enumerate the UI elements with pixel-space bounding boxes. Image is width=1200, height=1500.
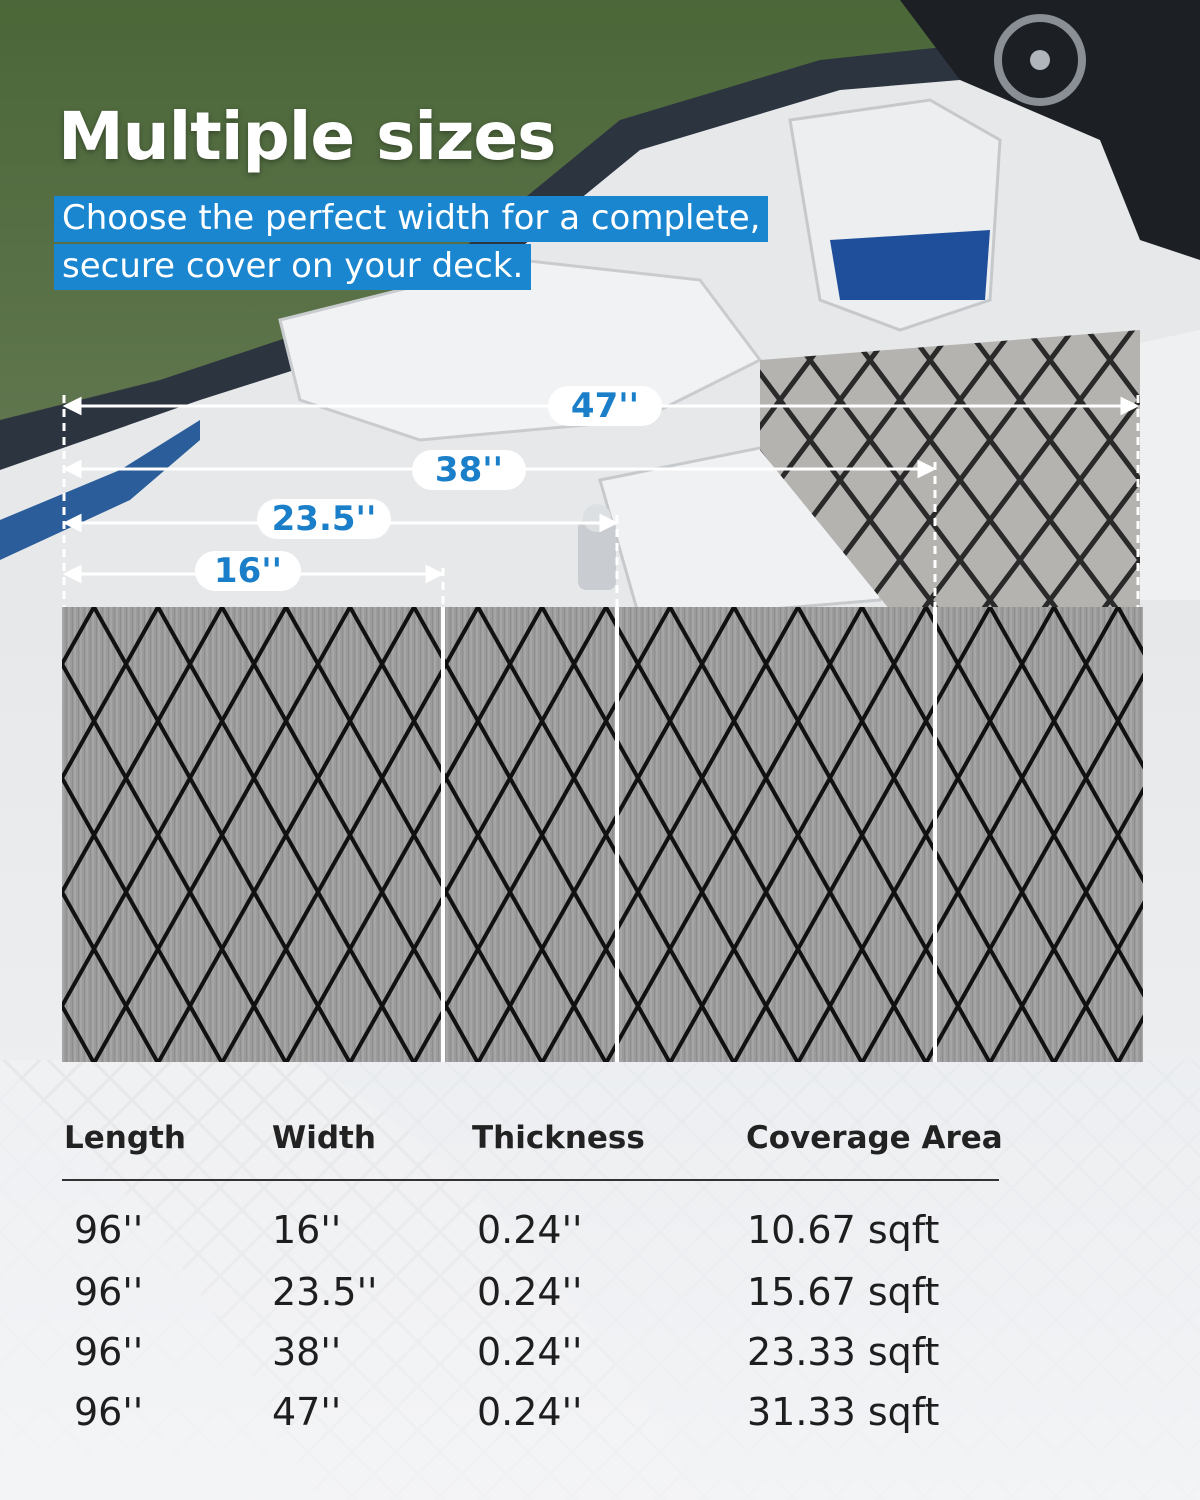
header-length: Length <box>64 1120 186 1156</box>
dimension-label-16: 16'' <box>195 551 301 591</box>
cell-width: 16'' <box>272 1208 342 1252</box>
header-width: Width <box>272 1120 376 1156</box>
table-divider <box>62 1179 999 1181</box>
cell-length: 96'' <box>74 1208 144 1252</box>
dimension-label-23-5: 23.5'' <box>257 499 391 539</box>
cell-coverage: 31.33 sqft <box>747 1390 940 1434</box>
dimension-label-47: 47'' <box>548 386 662 426</box>
dimension-label-38: 38'' <box>412 450 526 490</box>
header-thickness: Thickness <box>472 1120 645 1156</box>
cell-coverage: 10.67 sqft <box>747 1208 940 1252</box>
cell-width: 47'' <box>272 1390 342 1434</box>
subtitle-line-2: secure cover on your deck. <box>54 244 531 290</box>
cell-thickness: 0.24'' <box>477 1270 583 1314</box>
cell-length: 96'' <box>74 1330 144 1374</box>
cell-width: 23.5'' <box>272 1270 378 1314</box>
cell-thickness: 0.24'' <box>477 1208 583 1252</box>
page-title: Multiple sizes <box>58 98 556 175</box>
cell-width: 38'' <box>272 1330 342 1374</box>
cell-length: 96'' <box>74 1390 144 1434</box>
cell-thickness: 0.24'' <box>477 1330 583 1374</box>
cell-thickness: 0.24'' <box>477 1390 583 1434</box>
cell-coverage: 15.67 sqft <box>747 1270 940 1314</box>
cell-length: 96'' <box>74 1270 144 1314</box>
cell-coverage: 23.33 sqft <box>747 1330 940 1374</box>
subtitle-line-1: Choose the perfect width for a complete, <box>54 196 768 242</box>
header-coverage-area: Coverage Area <box>746 1120 1003 1156</box>
